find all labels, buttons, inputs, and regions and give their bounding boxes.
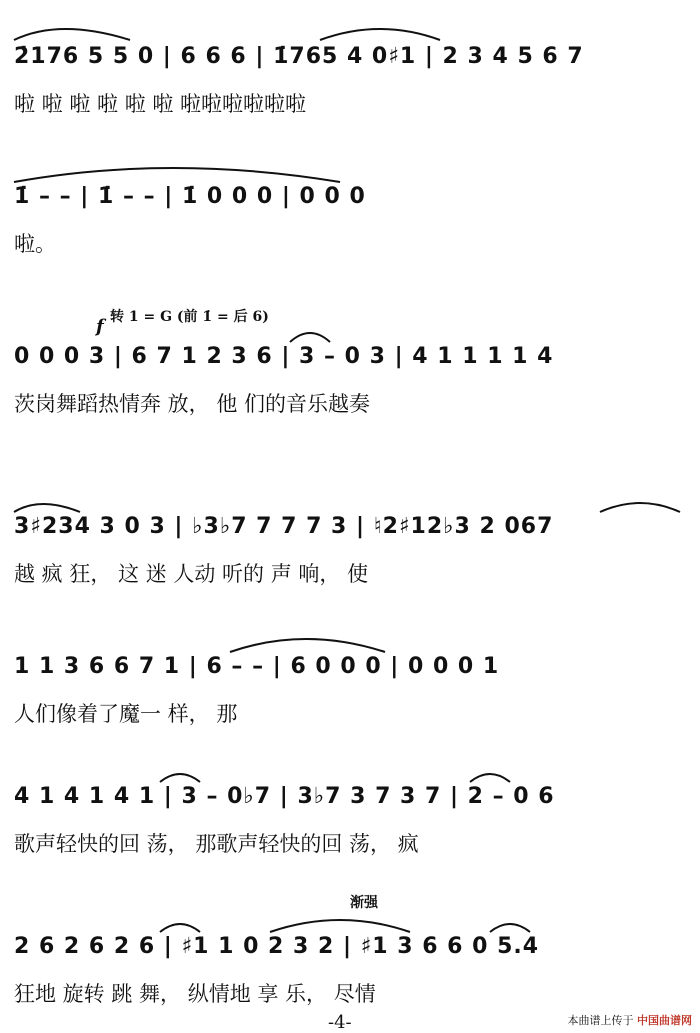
notation-line: 2̇176 5 5 0 | 6 6 6 | 1̇765 4 0♯1 | 2 3 4 5 6 7 [14, 44, 584, 69]
notation-line: 1 1 3 6 6 7 1 | 6 – – | 6 0 0 0 | 0 0 0 1 [14, 654, 500, 679]
lyrics-line: 啦 啦 啦 啦 啦 啦 啦啦啦啦啦啦 [14, 92, 307, 116]
lyrics-line: 狂地 旋转 跳 舞， 纵情地 享 乐， 尽情 [14, 982, 376, 1006]
footer-credit [568, 1012, 693, 1028]
site-logo-text: 中国曲谱网 [637, 1014, 692, 1027]
lyrics-line: 人们像着了魔一 样， 那 [14, 702, 238, 726]
lyrics-line: 啦。 [14, 232, 56, 256]
crescendo-label: 渐强 [350, 895, 378, 911]
notation-line: 3♯234 3 0 3 | ♭3♭7 7 7 7 3 | ♮2♯12♭3 2 067 [14, 514, 554, 539]
key-change-label: 转 1 = G (前 1̇ = 后 6) [110, 309, 269, 325]
upload-note: 本曲谱上传于 [567, 1014, 634, 1027]
lyrics-line: 歌声轻快的回 荡， 那歌声轻快的回 荡， 疯 [14, 832, 419, 856]
lyrics-line: 越 疯 狂， 这 迷 人动 听的 声 响， 使 [14, 562, 369, 586]
lyrics-line: 茨岗舞蹈热情奔 放， 他 们的音乐越奏 [14, 392, 371, 416]
notation-line: 2 6 2 6 2 6 | ♯1 1 0 2 3 2 | ♯1 3 6 6 0 5.4 [14, 934, 540, 959]
notation-line: 0 0 0 3 | 6 7 1 2 3 6 | 3 – 0 3 | 4 1 1 1 1 4 [14, 344, 554, 369]
dynamic-marking: f [96, 316, 104, 337]
page-number: -4- [328, 1012, 352, 1033]
notation-line: 1̇ – – | 1̇ – – | 1̇ 0 0 0 | 0 0 0 [14, 184, 366, 209]
notation-line: 4 1 4 1 4 1 | 3 – 0♭7 | 3♭7 3 7 3 7 | 2 – 0 6 [14, 784, 555, 809]
